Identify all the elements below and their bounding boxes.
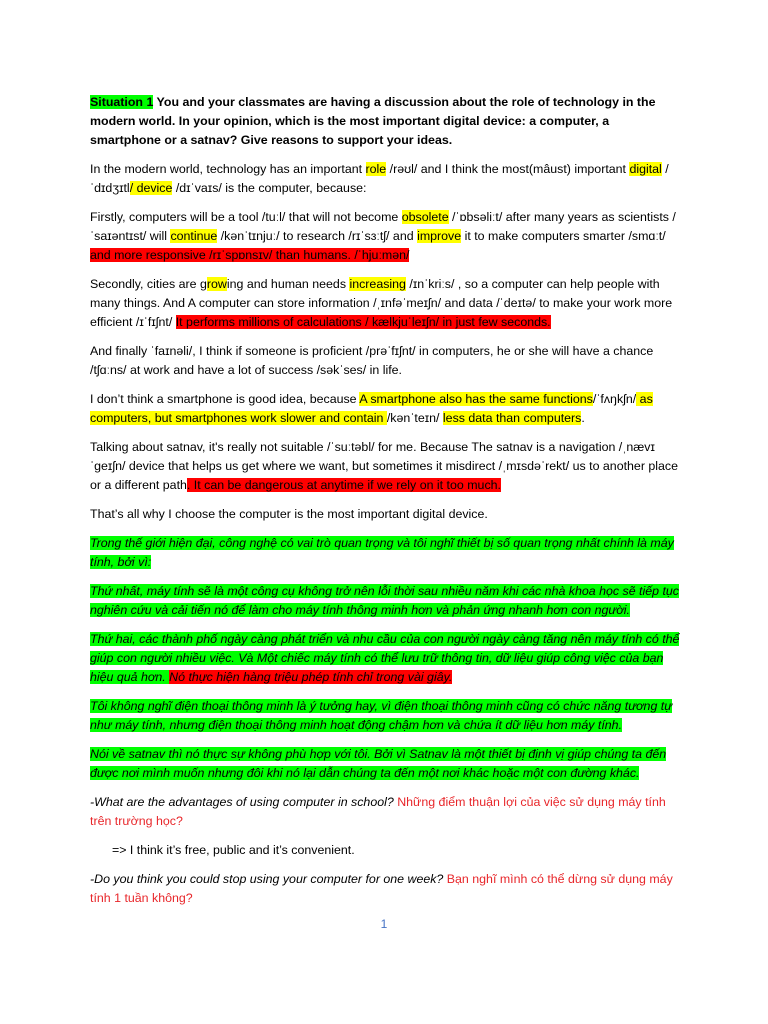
- text-run: it to make computers smarter /smɑːt/: [461, 229, 666, 243]
- text-run: In the modern world, technology has an important: [90, 162, 366, 176]
- highlight-green: Nói về satnav thì nó thực sự không phù hợp với tôi. Bởi vì Satnav là một thiết bị định vị giúp chúng ta đến được nơi mình muốn nhưng đôi khi nó lại dẫn chúng ta đến một nơi khác hoặc một con đường khác.: [90, 747, 667, 780]
- highlight-yellow: as computers, but smartphones work slower and contain: [90, 392, 653, 425]
- vietnamese-paragraph-5: [90, 745, 680, 783]
- highlight-red: and more responsive /rɪˈspɒnsɪv/ than humans. /ˈhjuːmən/: [90, 248, 410, 262]
- answer-1: [90, 841, 680, 860]
- paragraph-secondly: [90, 275, 680, 332]
- text-run: ing: [226, 277, 244, 291]
- text-run: and human needs: [243, 277, 350, 291]
- highlight-yellow: / device: [129, 181, 173, 195]
- text-run: => I think it’s free, public and it’s convenient.: [112, 843, 355, 857]
- vietnamese-paragraph-2: [90, 582, 680, 620]
- question-1: [90, 793, 680, 831]
- highlight-yellow: role: [365, 162, 387, 176]
- question-english: -Do you think you could stop using your computer for one week?: [90, 872, 447, 886]
- highlight-green: Thứ nhất, máy tính sẽ là một công cụ không trở nên lỗi thời sau nhiều năm khi các nhà khoa học sẽ tiếp tục nghiên cứu và cải tiến nó để làm cho máy tính thông minh hơn và phản ứng nhanh hơn con người.: [90, 584, 680, 617]
- situation-heading: [90, 93, 680, 150]
- paragraph-intro: [90, 160, 680, 198]
- text-run: /kənˈtɪnjuː/ to research /rɪˈsɜːtʃ/ and: [217, 229, 418, 243]
- text-run: /ˈfʌŋkʃn/: [592, 392, 637, 406]
- highlight-yellow: improve: [417, 229, 462, 243]
- text-run: And finally ˈfaɪnəli/, I think if someone is proficient /prəˈfɪʃnt/ in computers, he or she will have a chance /tʃɑːns/ at work and have a lot of success /səkˈses/ in life.: [90, 344, 654, 377]
- text-run: /ɪnˈkriːs/ , so a computer can help people with many things. And A computer can store information /ˌɪnfəˈmeɪʃn/ and data /ˈdeɪtə/ to make your work more efficient /ɪˈfɪʃnt/: [90, 277, 673, 329]
- situation-label: Situation 1: [90, 95, 154, 109]
- situation-prompt: You and your classmates are having a discussion about the role of technology in the modern world. In your opinion, which is the most important digital device: a computer, a smartphone or a satnav? Give reasons to support your ideas.: [90, 95, 656, 147]
- highlight-yellow: obsolete: [401, 210, 449, 224]
- vietnamese-paragraph-1: [90, 534, 680, 572]
- text-run: Talking about satnav, it's really not suitable /ˈsuːtəbl/ for me. Because The satnav is a navigation /ˌnævɪˈɡeɪʃn/ device that helps us get where we want, but sometimes it misdirect /ˌmɪsdəˈrekt/ us to another place or a different path: [90, 440, 679, 492]
- document-body: [90, 93, 680, 918]
- paragraph-firstly: [90, 208, 680, 265]
- text-run: .: [581, 411, 585, 425]
- highlight-red: . It can be dangerous at anytime if we rely on it too much.: [186, 478, 501, 492]
- text-run: /dɪˈvaɪs/ is the computer, because:: [172, 181, 367, 195]
- vietnamese-paragraph-4: [90, 697, 680, 735]
- highlight-red: Nó thực hiện hàng triệu phép tính chỉ trong vài giây.: [169, 670, 453, 684]
- question-english: -What are the advantages of using computer in school?: [90, 795, 398, 809]
- highlight-green: Thứ hai, các thành phố ngày càng phát triển và nhu cầu của con người ngày càng tăng nên máy tính có thể giúp con người nhiều việc. Và Một chiếc máy tính có thể lưu trữ thông tin, dữ liệu giúp công việc của bạn hiệu quả hơn.: [90, 632, 680, 684]
- text-run: Secondly, cities are g: [90, 277, 207, 291]
- paragraph-finally: [90, 342, 680, 380]
- highlight-red: It performs millions of calculations / kælkjuˈleɪʃn/ in just few seconds.: [175, 315, 551, 329]
- highlight-green: Tôi không nghĩ điện thoại thông minh là ý tưởng hay, vì điện thoại thông minh cũng có chức năng tương tự như máy tính, nhưng điện thoại thông minh hoạt động chậm hơn và chứa ít dữ liệu hơn máy tính.: [90, 699, 673, 732]
- text-run: That’s all why I choose the computer is the most important digital device.: [90, 507, 488, 521]
- text-run: /kənˈteɪn/: [386, 411, 443, 425]
- highlight-yellow: increasing: [349, 277, 406, 291]
- paragraph-satnav: [90, 438, 680, 495]
- vietnamese-paragraph-3: [90, 630, 680, 687]
- page-number: 1: [380, 917, 388, 931]
- highlight-yellow: continue: [170, 229, 218, 243]
- paragraph-smartphone: [90, 390, 680, 428]
- highlight-yellow: A smartphone also has the same functions: [359, 392, 593, 406]
- highlight-yellow: row: [206, 277, 227, 291]
- paragraph-conclusion: [90, 505, 680, 524]
- text-run: /ˈɒbsəliːt/ after many years as scientists /ˈsaɪəntɪst/ will: [90, 210, 676, 243]
- text-run: I don’t think a smartphone is good idea, because: [90, 392, 360, 406]
- text-run: /rəʊl/ and I think the most(mâust) important: [386, 162, 630, 176]
- question-2: [90, 870, 680, 908]
- text-run: /ˈdɪdʒɪtl: [90, 162, 669, 195]
- highlight-yellow: less data than computers: [442, 411, 582, 425]
- highlight-green: Trong thế giới hiện đại, công nghệ có vai trò quan trọng và tôi nghĩ thiết bị số quan trọng nhất chính là máy tính, bởi vì:: [90, 536, 674, 569]
- question-vietnamese: Những điểm thuận lợi của việc sử dụng máy tính trên trường học?: [90, 795, 666, 828]
- question-vietnamese: Bạn nghĩ mình có thể dừng sử dụng máy tính 1 tuần không?: [90, 872, 673, 905]
- highlight-yellow: digital: [629, 162, 662, 176]
- text-run: Firstly, computers will be a tool /tuːl/ that will not become: [90, 210, 402, 224]
